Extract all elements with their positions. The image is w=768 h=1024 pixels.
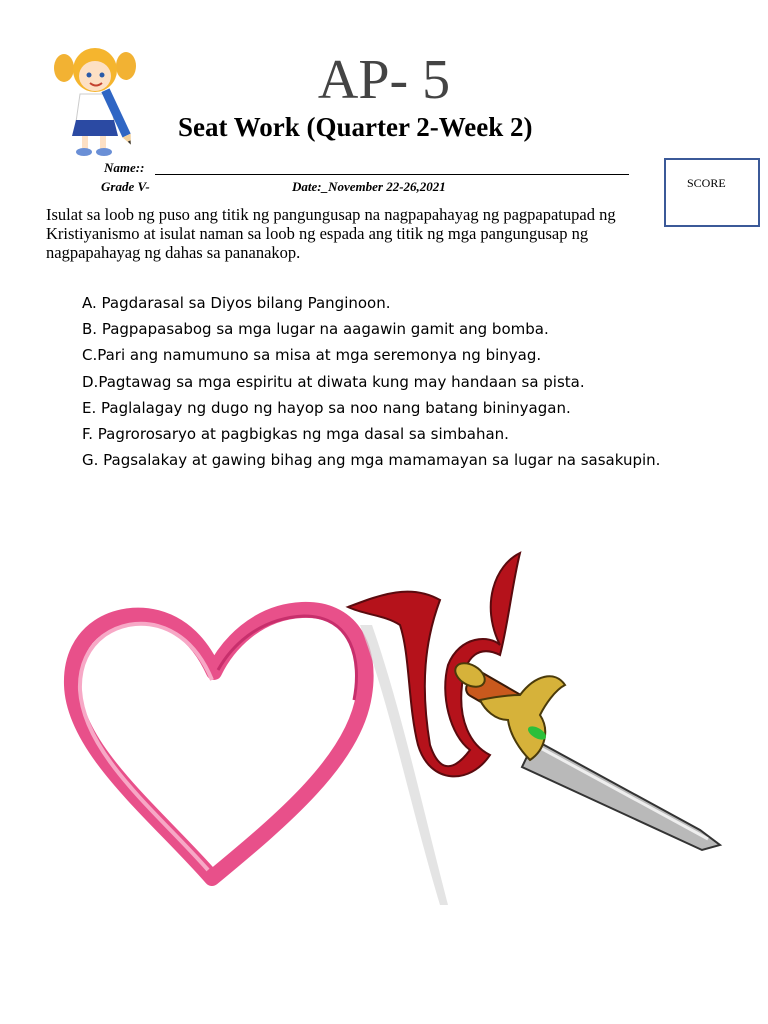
page-title [0,48,768,112]
list-item: A. Pagdarasal sa Diyos bilang Panginoon. [82,294,391,312]
grade-label: Grade V- [101,179,150,194]
title-text: AP- 5 [317,49,451,111]
instructions-text: Isulat sa loob ng puso ang titik ng pangungusap na nagpapahayag ng pagpapatupad ng Kristiyanismo at isulat naman sa loob ng espada ang titik ng mga pangungusap ng nagpapahayag ng dahas sa pananakop. [46,205,616,262]
list-item: F. Pagrorosaryo at pagbigkas ng mga dasal sa simbahan. [82,425,509,444]
date-label: Date:_November 22-26,2021 [292,179,446,194]
score-box [664,158,760,227]
list-item: G. Pagsalakay at gawing bihag ang mga mamamayan sa lugar na sasakupin. [82,451,661,470]
list-item: E. Paglalagay ng dugo ng hayop sa noo nang batang bininyagan. [82,398,571,417]
list-item: C.Pari ang namumuno sa misa at mga seremonya ng binyag. [82,346,542,365]
list-item: B. Pagpapasabog sa mga lugar na aagawin gamit ang bomba. [82,320,549,339]
sword-icon [330,545,730,915]
score-label: SCORE [687,176,726,190]
list-item: D.Pagtawag sa mga espiritu at diwata kung may handaan sa pista. [82,372,585,391]
name-answer-line [155,174,629,175]
page-subtitle: Seat Work (Quarter 2-Week 2) [178,112,533,142]
name-label: Name:: [104,160,145,175]
item-list [82,290,742,473]
